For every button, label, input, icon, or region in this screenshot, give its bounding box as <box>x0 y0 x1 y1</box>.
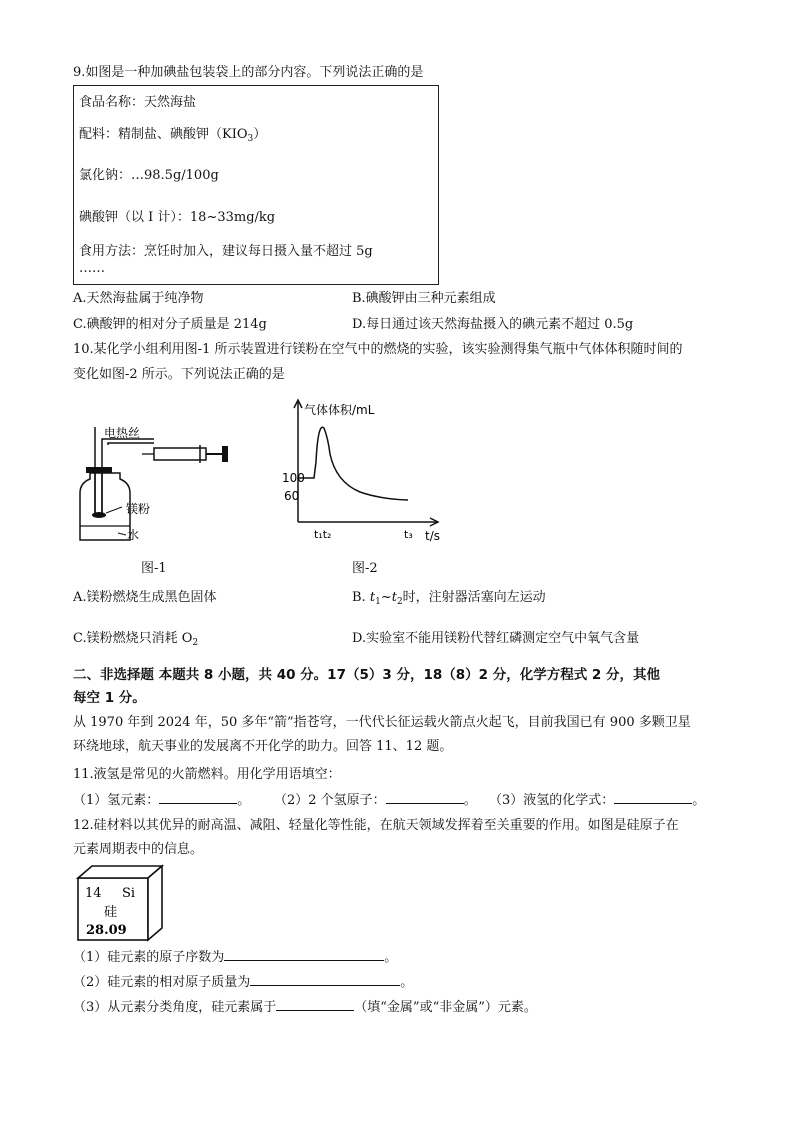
q12-part3-suffix: （填“金属”或“非金属”）元素。 <box>354 1000 537 1015</box>
element-atomic-number: 14 <box>85 886 102 901</box>
q11-part2-blank[interactable] <box>386 791 464 804</box>
q12-part2-end: 。 <box>400 975 414 990</box>
q12-stem-line1: 12.硅材料以其优异的耐高温、减阻、轻量化等性能，在航天领域发挥着至关重要的作用。如图是硅原子在 <box>73 818 679 833</box>
q10-option-c-sub: 2 <box>192 638 199 648</box>
q12-part3-label: （3）从元素分类角度，硅元素属于 <box>73 1000 277 1015</box>
label-food-name: 食品名称：天然海盐 <box>79 95 197 110</box>
q10-option-b-tilde: ~ <box>380 590 392 605</box>
element-atomic-mass: 28.09 <box>86 923 127 938</box>
q10-option-b <box>352 589 546 611</box>
section-2-heading-line1: 二、非选择题 本题共 8 小题，共 40 分。17（5）3 分，18（8）2 分，化学方程式 2 分，其他 <box>73 667 661 683</box>
q11-part3-label: （3）液氢的化学式： <box>489 793 615 808</box>
q11-part3-blank[interactable] <box>614 791 692 804</box>
q9-option-b: B.碘酸钾由三种元素组成 <box>352 291 496 306</box>
q11-stem: 11.液氢是常见的火箭燃料。用化学用语填空： <box>73 767 341 782</box>
fig2-ytick-60: 60 <box>284 489 300 503</box>
label-ingredients-sub: 3 <box>247 134 254 144</box>
q10-stem-line2: 变化如图-2 所示。下列说法正确的是 <box>73 367 285 382</box>
figure-1-caption: 图-1 <box>141 561 167 576</box>
fig2-volume-curve <box>298 427 408 500</box>
q9-option-a: A.天然海盐属于纯净物 <box>73 291 204 306</box>
q10-option-c-text: C.镁粉燃烧只消耗 O <box>73 631 193 646</box>
q10-option-b-t1: t <box>369 590 376 605</box>
salt-label-box <box>73 85 439 285</box>
q11-part3 <box>489 791 705 810</box>
label-usage: 食用方法：烹饪时加入，建议每日摄入量不超过 5g <box>79 244 373 259</box>
element-name: 硅 <box>104 905 118 920</box>
label-ingredients <box>79 123 266 144</box>
q9-stem: 9.如图是一种加碘盐包装袋上的部分内容。下列说法正确的是 <box>73 65 424 80</box>
fig2-xtick-t1t2: t₁t₂ <box>314 528 332 541</box>
q11-part1-blank[interactable] <box>159 791 237 804</box>
q10-option-b-t2: t <box>391 590 397 605</box>
figure-2-graph <box>270 392 450 547</box>
q11-part2-end: 。 <box>463 793 477 808</box>
fig2-xlabel: t/s <box>425 529 440 543</box>
q12-stem-line2: 元素周期表中的信息。 <box>73 842 204 857</box>
label-ellipsis: …… <box>79 261 105 276</box>
fig1-label-wire: 电热丝 <box>104 426 141 440</box>
q12-part3-blank[interactable] <box>276 998 354 1011</box>
q12-part1-end: 。 <box>384 950 398 965</box>
intro-line1: 从 1970 年到 2024 年，50 多年“箭”指苍穹，一代代长征运载火箭点火起飞，目前我国已有 900 多颗卫星 <box>73 715 691 730</box>
label-ingredients-close: ） <box>253 127 267 142</box>
q12-part2-blank[interactable] <box>250 973 400 986</box>
q9-option-c: C.碘酸钾的相对分子质量是 214g <box>73 317 267 332</box>
q10-option-b-sub2: 2 <box>396 597 403 607</box>
fig1-label-mg: 镁粉 <box>126 502 151 516</box>
q10-option-d: D.实验室不能用镁粉代替红磷测定空气中氧气含量 <box>352 631 640 646</box>
q12-part1-label: （1）硅元素的原子序数为 <box>73 950 225 965</box>
figure-2-caption: 图-2 <box>352 561 378 576</box>
silicon-element-cell <box>74 862 170 944</box>
q10-option-c <box>73 630 198 652</box>
q12-part2-label: （2）硅元素的相对原子质量为 <box>73 975 251 990</box>
fig1-label-water: 水 <box>127 528 140 542</box>
label-nacl: 氯化钠：…98.5g/100g <box>79 168 219 183</box>
q10-stem-line1: 10.某化学小组利用图-1 所示装置进行镁粉在空气中的燃烧的实验，该实验测得集气瓶中气体体积随时间的 <box>73 342 683 357</box>
figure-1-apparatus <box>72 415 242 555</box>
element-symbol: Si <box>122 886 136 901</box>
q11-part2-label: （2）2 个氢原子： <box>274 793 386 808</box>
q11-part1-end: 。 <box>237 793 251 808</box>
q12-part2 <box>73 973 413 992</box>
fig2-ytick-100: 100 <box>282 471 305 485</box>
fig2-ylabel: 气体体积/mL <box>304 403 375 417</box>
q11-part1-label: （1）氢元素： <box>73 793 160 808</box>
label-ingredients-text: 配料：精制盐、碘酸钾（KIO <box>79 127 248 142</box>
q12-part3 <box>73 998 537 1017</box>
fig2-xtick-t3: t₃ <box>404 528 413 541</box>
section-2-heading-line2: 每空 1 分。 <box>73 690 146 706</box>
q12-part1-blank[interactable] <box>224 948 384 961</box>
label-kio3: 碘酸钾（以 I 计）：18~33mg/kg <box>79 210 276 225</box>
intro-line2: 环绕地球，航天事业的发展离不开化学的助力。回答 11、12 题。 <box>73 739 453 754</box>
q11-part3-end: 。 <box>692 793 706 808</box>
q10-option-a: A.镁粉燃烧生成黑色固体 <box>73 590 217 605</box>
q10-option-b-sub1: 1 <box>375 597 381 607</box>
q9-option-d: D.每日通过该天然海盐摄入的碘元素不超过 0.5g <box>352 317 634 332</box>
q10-option-b-letter: B. <box>352 590 366 605</box>
q10-option-b-text: 时，注射器活塞向左运动 <box>402 590 546 605</box>
q11-part1 <box>73 791 250 810</box>
q12-part1 <box>73 948 397 967</box>
q11-part2 <box>274 791 477 810</box>
